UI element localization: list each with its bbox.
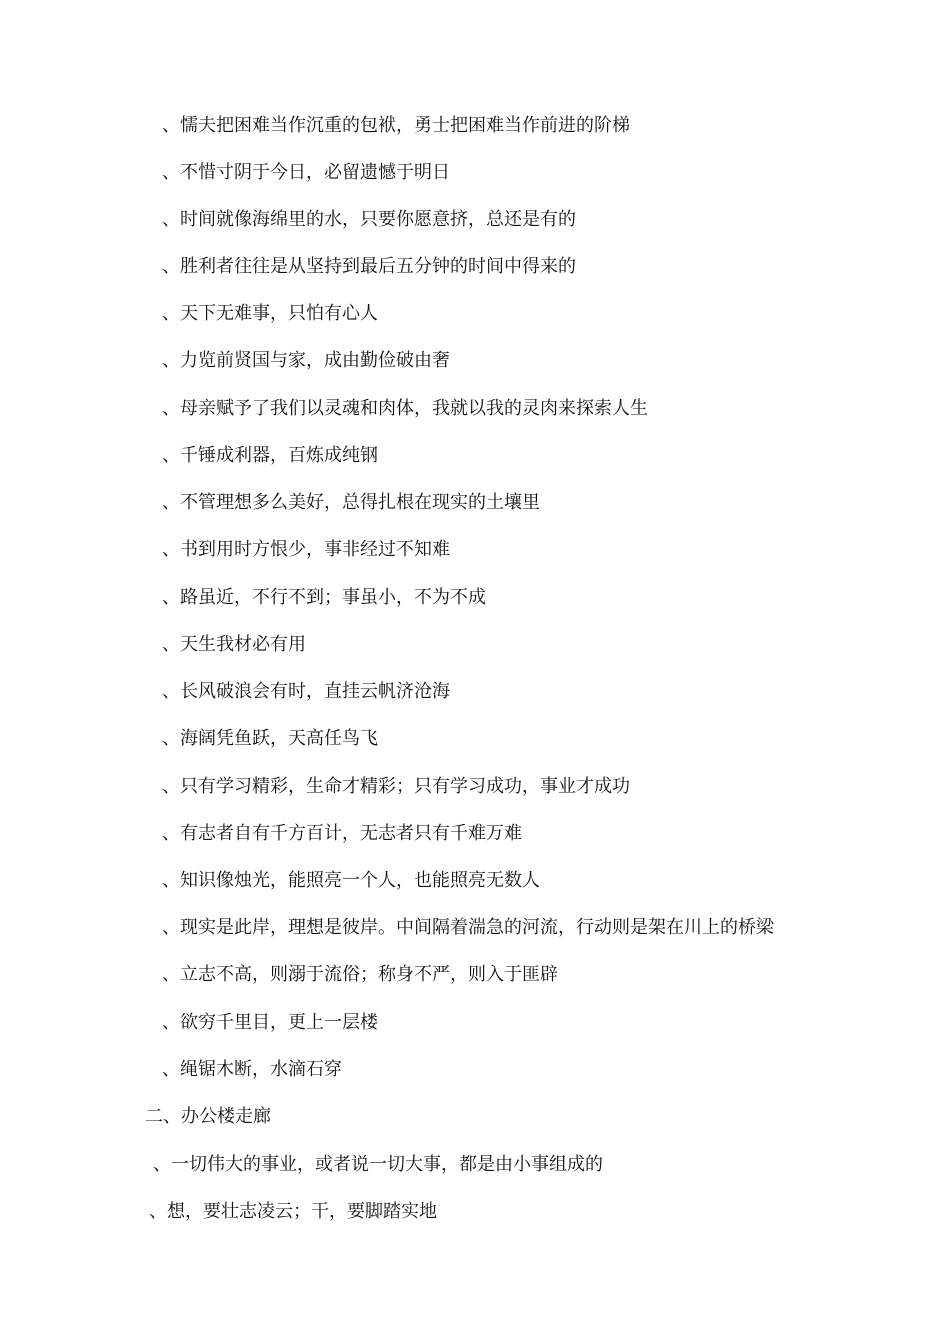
- quote-line: 、母亲赋予了我们以灵魂和肉体，我就以我的灵肉来探索人生: [162, 398, 648, 419]
- quote-line: 、知识像烛光，能照亮一个人，也能照亮无数人: [162, 870, 540, 891]
- quote-line: 、时间就像海绵里的水，只要你愿意挤，总还是有的: [162, 209, 576, 230]
- quote-line: 、绳锯木断，水滴石穿: [162, 1059, 342, 1080]
- quote-line: 、天下无难事，只怕有心人: [162, 303, 378, 324]
- quote-line: 、力览前贤国与家，成由勤俭破由奢: [162, 350, 450, 371]
- quote-line: 、懦夫把困难当作沉重的包袱，勇士把困难当作前进的阶梯: [162, 115, 630, 136]
- quote-line: 、天生我材必有用: [162, 634, 306, 655]
- section-quote-line: 、想，要壮志凌云；干，要脚踏实地: [149, 1201, 437, 1222]
- quote-line: 、不管理想多么美好，总得扎根在现实的土壤里: [162, 492, 540, 513]
- quote-line: 、立志不高，则溺于流俗；称身不严，则入于匪辟: [162, 964, 558, 985]
- quote-line: 、海阔凭鱼跃，天高任鸟飞: [162, 728, 378, 749]
- section-heading: 二、办公楼走廊: [145, 1106, 271, 1127]
- quote-line: 、现实是此岸，理想是彼岸。中间隔着湍急的河流，行动则是架在川上的桥梁: [162, 917, 774, 938]
- quote-line: 、不惜寸阴于今日，必留遗憾于明日: [162, 162, 450, 183]
- quote-line: 、欲穷千里目，更上一层楼: [162, 1012, 378, 1033]
- quote-line: 、胜利者往往是从坚持到最后五分钟的时间中得来的: [162, 256, 576, 277]
- quote-line: 、路虽近，不行不到；事虽小，不为不成: [162, 587, 486, 608]
- section-quote-line: 、一切伟大的事业，或者说一切大事，都是由小事组成的: [153, 1154, 603, 1175]
- quote-line: 、只有学习精彩，生命才精彩；只有学习成功，事业才成功: [162, 776, 630, 797]
- quote-line: 、书到用时方恨少，事非经过不知难: [162, 539, 450, 560]
- quote-line: 、长风破浪会有时，直挂云帆济沧海: [162, 681, 450, 702]
- quote-line: 、有志者自有千方百计，无志者只有千难万难: [162, 823, 522, 844]
- quote-line: 、千锤成利器，百炼成纯钢: [162, 445, 378, 466]
